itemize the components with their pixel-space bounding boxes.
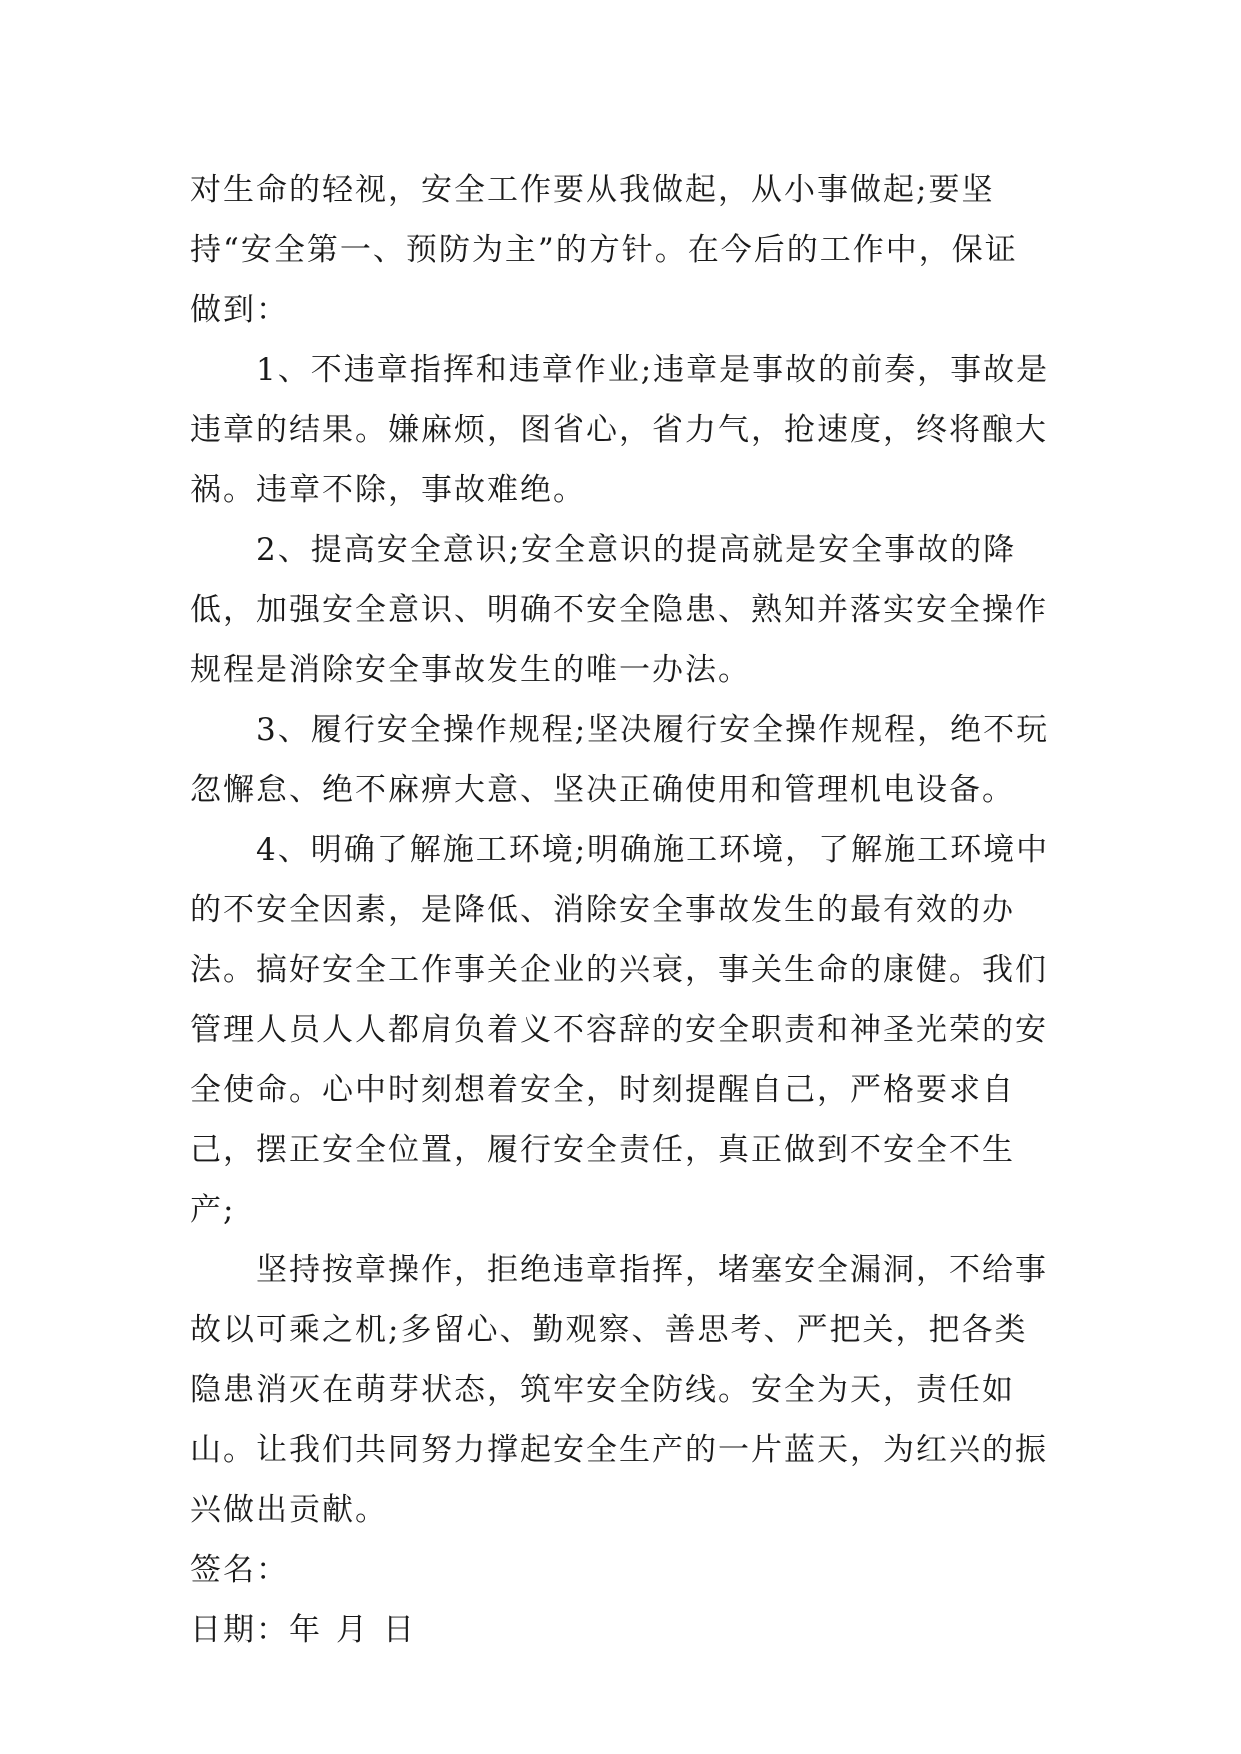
paragraph-item-1: 1、不违章指挥和违章作业;违章是事故的前奏，事故是违章的结果。嫌麻烦，图省心，省力气，抢速度，终将酿大祸。违章不除，事故难绝。 [190,352,1050,508]
paragraph-closing: 坚持按章操作，拒绝违章指挥，堵塞安全漏洞，不给事故以可乘之机;多留心、勤观察、善思考、严把关，把各类隐患消灭在萌芽状态，筑牢安全防线。安全为天，责任如山。让我们共同努力撑起安全生产的一片蓝天，为红兴的振兴做出贡献。 [190,1252,1048,1528]
day-label: 日 [383,1612,416,1648]
year-label: 年 [289,1612,322,1648]
paragraph-item-4: 4、明确了解施工环境;明确施工环境，了解施工环境中的不安全因素，是降低、消除安全事故发生的最有效的办法。搞好安全工作事关企业的兴衰，事关生命的康健。我们管理人员人人都肩负着义不容辞的安全职责和神圣光荣的安全使命。心中时刻想着安全，时刻提醒自己，严格要求自己，摆正安全位置，履行安全责任，真正做到不安全不生产; [190,832,1050,1228]
document-body [190,160,1050,1660]
signature-line [190,1540,1050,1600]
paragraph-item-2: 2、提高安全意识;安全意识的提高就是安全事故的降低，加强安全意识、明确不安全隐患、熟知并落实安全操作规程是消除安全事故发生的唯一办法。 [190,532,1048,688]
date-line [190,1600,1050,1660]
paragraph-intro: 对生命的轻视，安全工作要从我做起，从小事做起;要坚持“安全第一、预防为主”的方针。在今后的工作中，保证做到： [190,172,1018,328]
date-label: 日期： [190,1612,289,1648]
paragraph-item-3: 3、履行安全操作规程;坚决履行安全操作规程，绝不玩忽懈怠、绝不麻痹大意、坚决正确使用和管理机电设备。 [190,712,1050,808]
month-label: 月 [336,1612,369,1648]
signature-label: 签名： [190,1552,289,1588]
